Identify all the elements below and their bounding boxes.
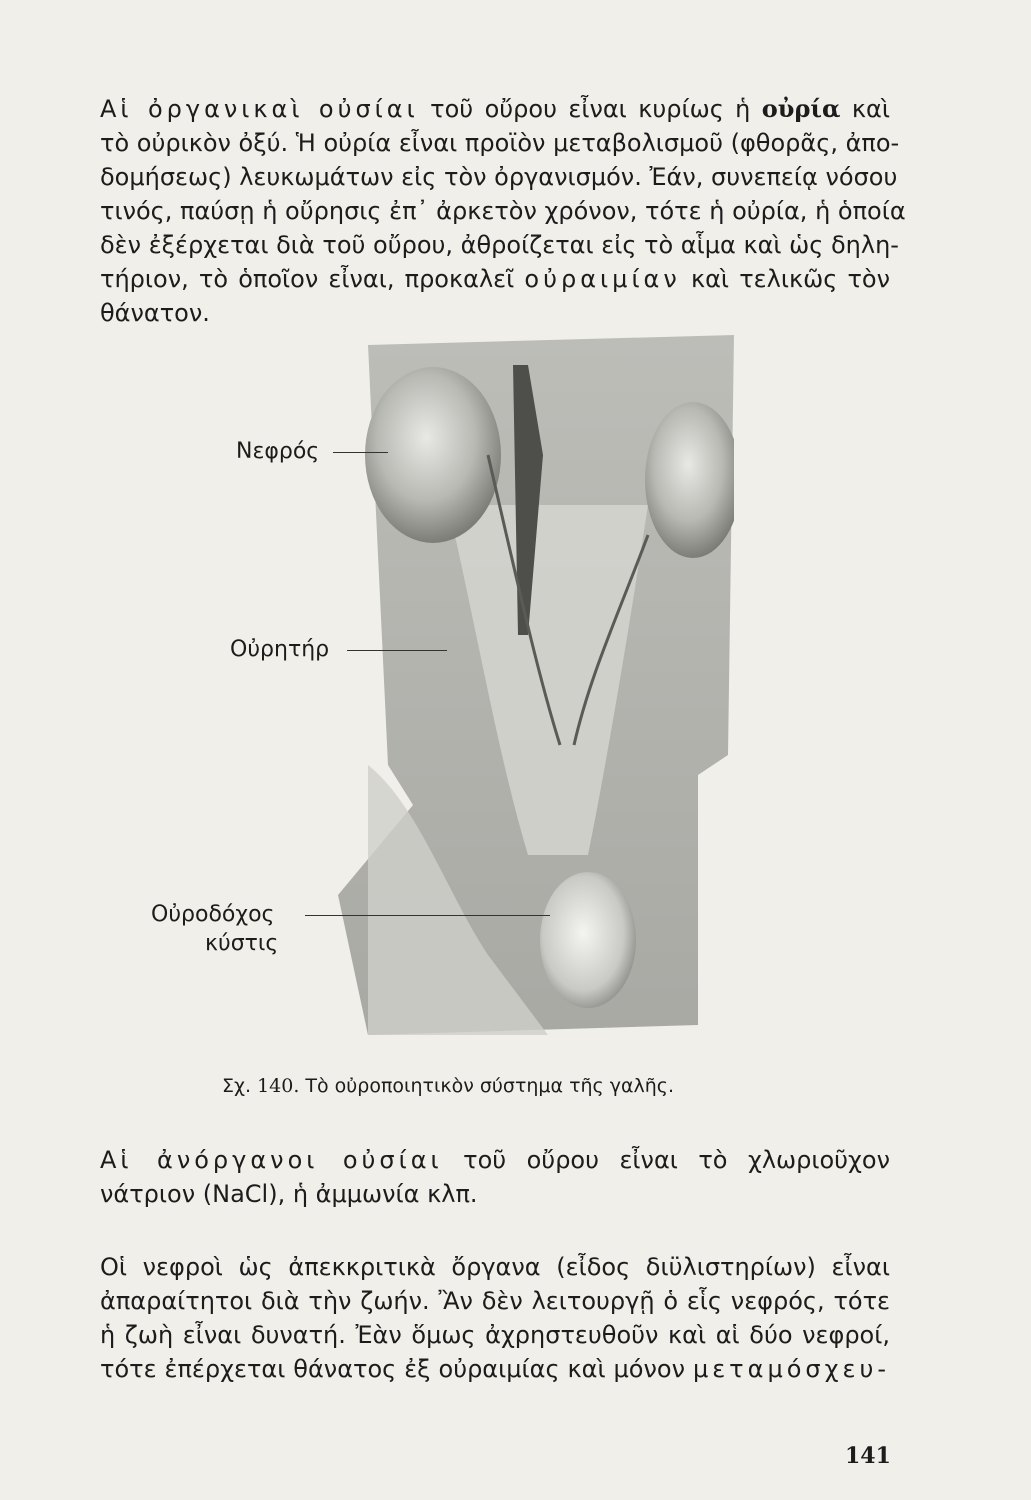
- bladder-shape: [540, 872, 636, 1008]
- paragraph-inorganic-substances: Αἱ ἀνόργανοι οὐσίαι τοῦ οὔρου εἶναι τὸ χλωριοῦχον νάτριον (NaCl), ἡ ἀμμωνία κλπ.: [100, 1146, 890, 1208]
- leader-kidney: [333, 452, 388, 453]
- page-number: 141: [845, 1443, 891, 1469]
- label-bladder-line1: Οὐροδόχος: [151, 902, 275, 927]
- term-inorganic: Αἱ ἀνόργανοι οὐσίαι: [100, 1146, 443, 1174]
- urinary-system-photo: [328, 335, 734, 1035]
- leader-ureter: [347, 650, 447, 651]
- figure-caption: Σχ. 140. Τὸ οὐροποιητικὸν σύστημα τῆς γαλῆς.: [222, 1075, 674, 1097]
- label-kidney: Νεφρός: [236, 439, 320, 464]
- term-organic: Αἱ ὀργανικαὶ οὐσίαι: [100, 95, 419, 123]
- term-uremia: οὐραιμίαν: [524, 265, 681, 293]
- paragraph-kidneys: Οἱ νεφροὶ ὡς ἀπεκκριτικὰ ὄργανα (εἶδος διϋλιστηρίων) εἶναι ἀπαραίτητοι διὰ τὴν ζωήν. Ἂν δὲν λειτουργῇ ὁ εἷς νεφρός, τότε ἡ ζωὴ εἶναι δυνατή. Ἐὰν ὅμως ἀχρηστευθοῦν καὶ αἱ δύο νεφροί, τότε ἐπέρχεται θάνατος ἐξ οὐραιμίας καὶ μόνον μεταμόσχευ-: [100, 1253, 890, 1383]
- paragraph-organic-substances: Αἱ ὀργανικαὶ οὐσίαι τοῦ οὔρου εἶναι κυρίως ἡ οὐρία καὶ τὸ οὐρικὸν ὀξύ. Ἡ οὐρία εἶναι προϊὸν μεταβολισμοῦ (φθορᾶς, ἀπο- δομήσεως) λευκωμάτων εἰς τὸν ὀργανισμόν. Ἐάν, συνεπείᾳ νόσου τινός, παύσῃ ἡ οὔρησις ἐπ᾽ ἀρκετὸν χρόνον, τότε ἡ οὐρία, ἡ ὁποία δὲν ἐξέρχεται διὰ τοῦ οὔρου, ἀθροίζεται εἰς τὸ αἷμα καὶ ὡς δηλη- τήριον, τὸ ὁποῖον εἶναι, προκαλεῖ οὐραιμίαν καὶ τελικῶς τὸν θάνατον.: [100, 94, 906, 327]
- term-urea: οὐρία: [761, 94, 841, 123]
- label-ureter: Οὐρητήρ: [230, 637, 330, 662]
- label-bladder-line2: κύστις: [205, 931, 279, 956]
- term-transplant: μεταμόσχευ-: [692, 1355, 890, 1383]
- left-kidney-shape: [365, 367, 501, 543]
- leader-bladder: [305, 915, 550, 916]
